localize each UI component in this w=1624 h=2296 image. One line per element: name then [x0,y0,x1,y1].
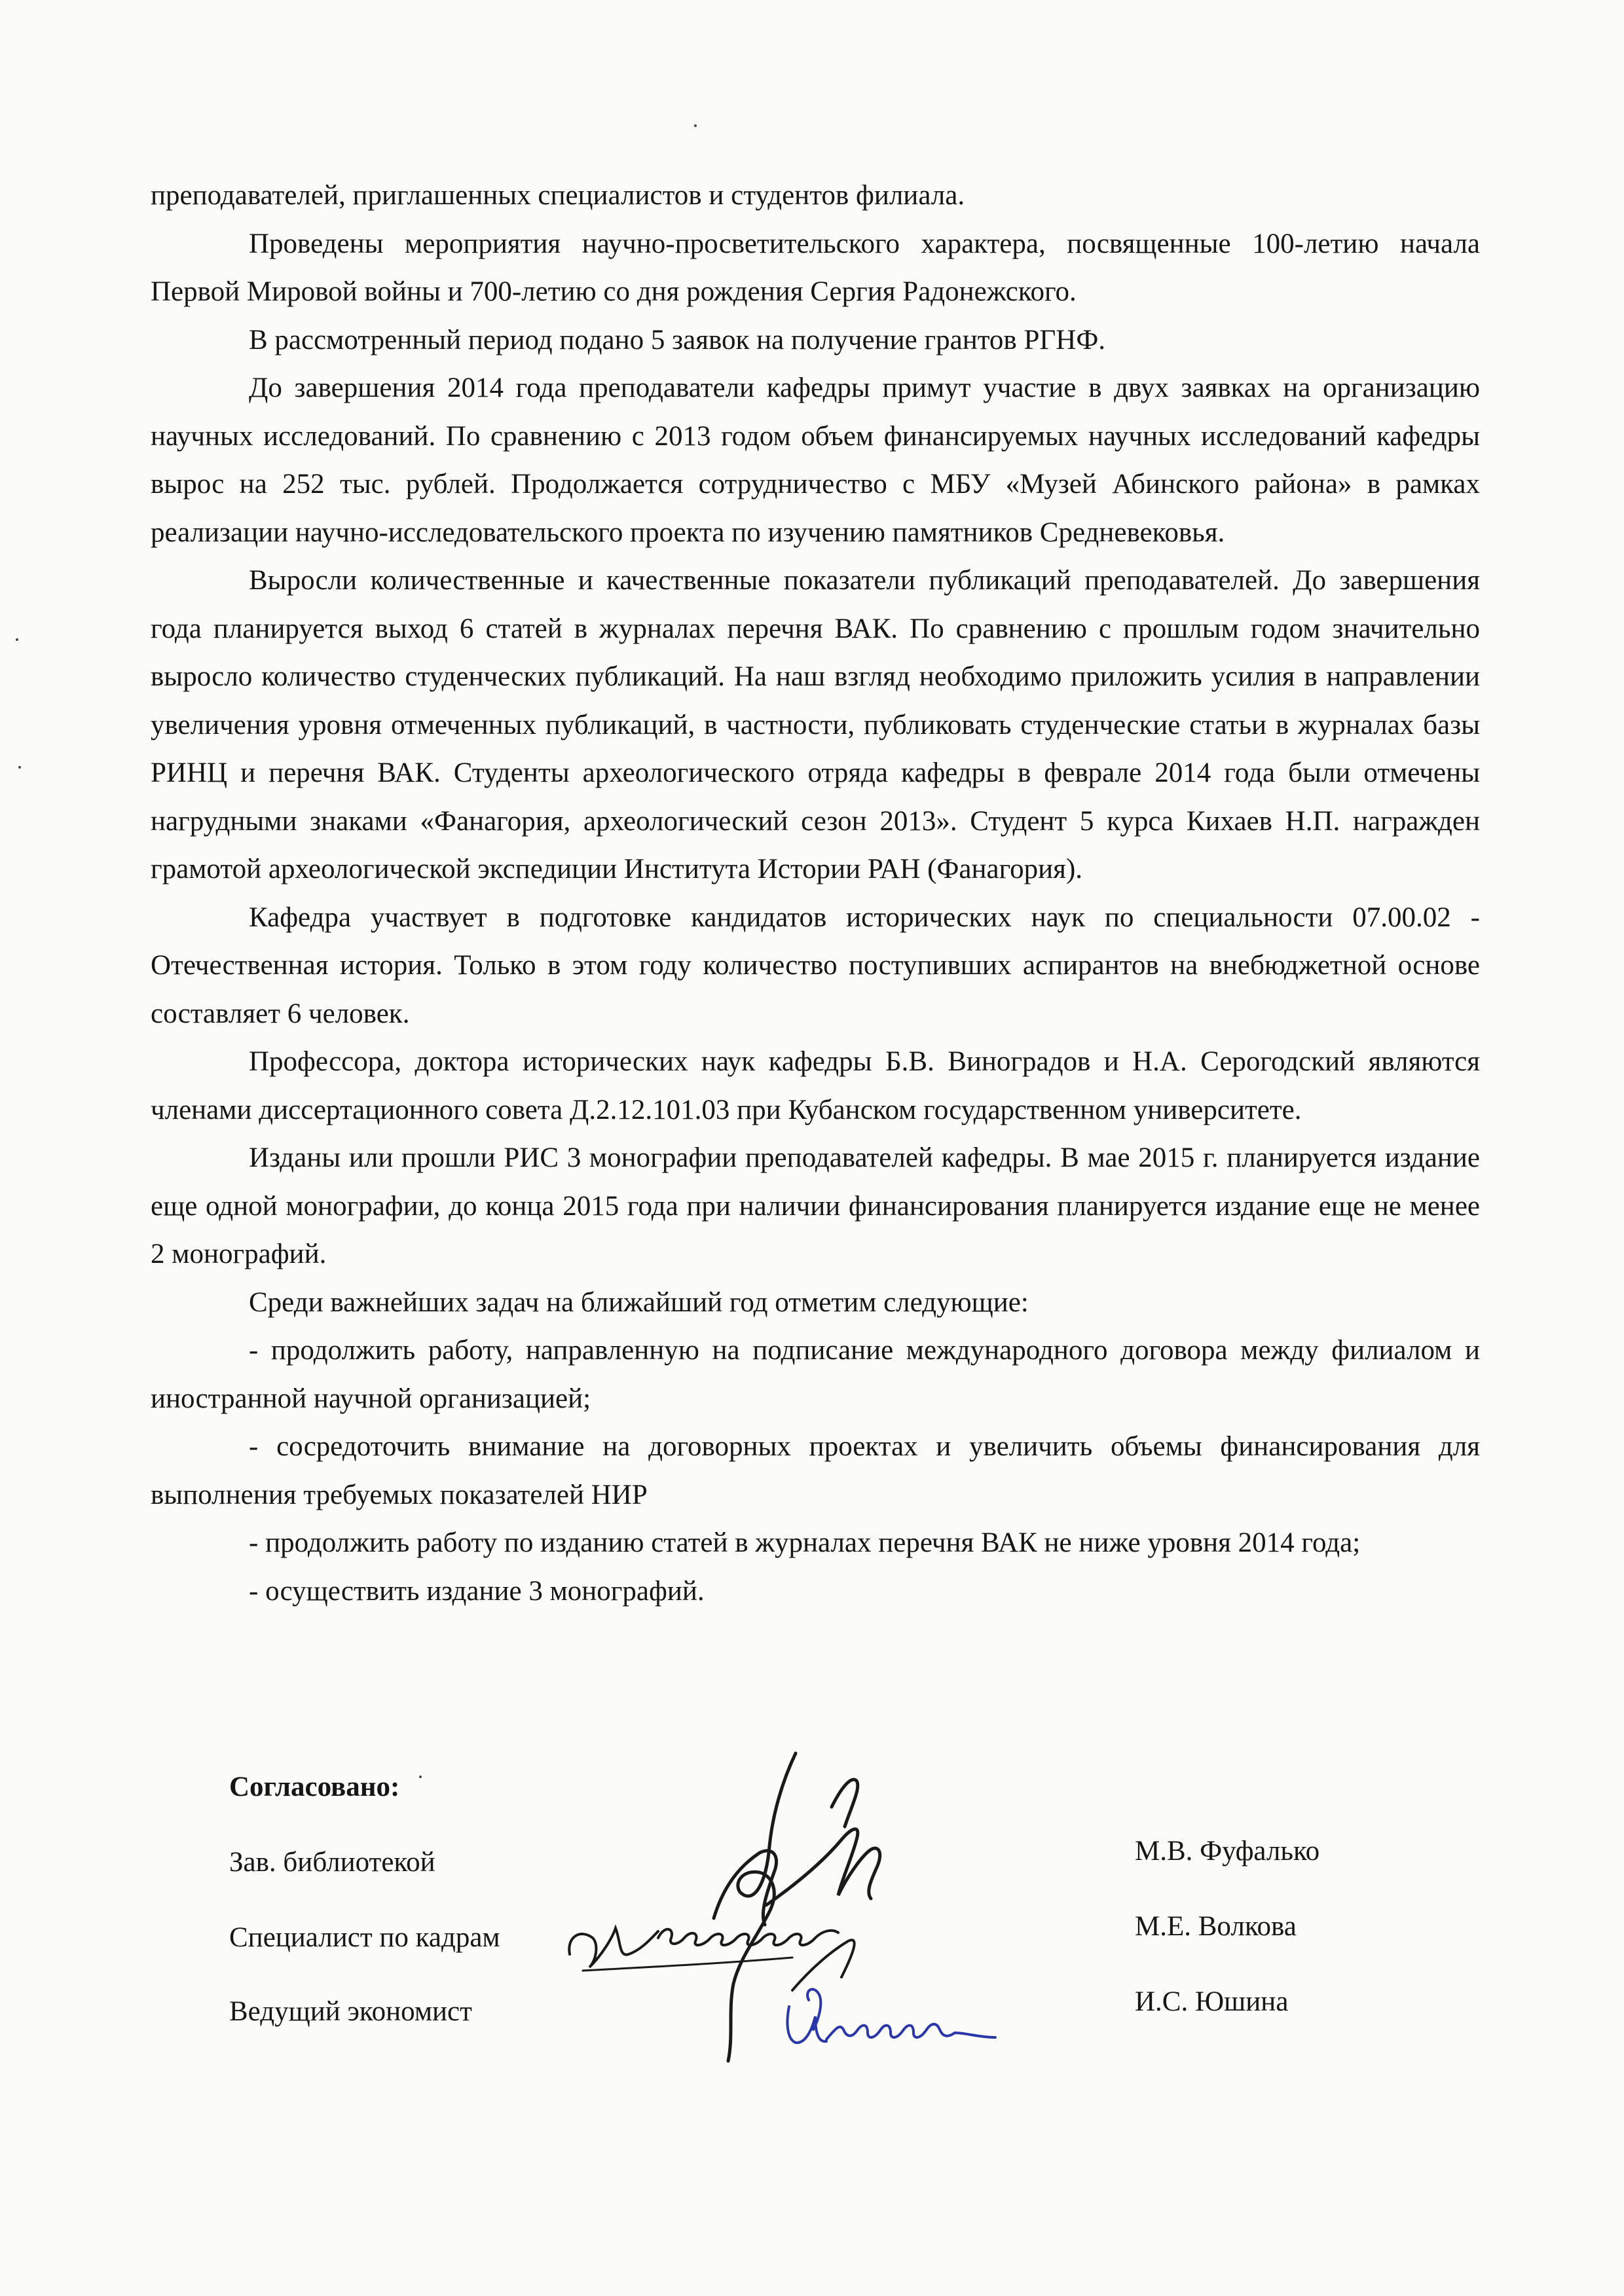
list-item: - продолжить работу, направленную на подписание международного договора между филиалом и иностранной научной организацией; [151,1335,1480,1414]
signature-stroke [569,1928,658,1967]
signature-stroke [826,2024,995,2039]
list-item: - осуществить издание 3 монографий. [249,1575,705,1607]
scan-speck [18,766,21,769]
signatory-name: М.Е. Волкова [1135,1911,1297,1942]
signature-stroke [658,1929,838,1945]
scan-speck [419,1776,422,1778]
paragraph: Кафедра участвует в подготовке кандидатов исторических наук по специальности 07.00.02 - Отечественная история. Только в этом году количество поступивших аспирантов на внебюджетной основе составляет 6 человек. [151,902,1480,1029]
paragraph: Выросли количественные и качественные показатели публикаций преподавателей. До завершения года планируется выход 6 статей в журналах перечня ВАК. По сравнению с прошлым годом значительно выросло количество студенческих публикаций. На наш взгляд необходимо приложить усилия в направлении увеличения уровня отмеченных публикаций, в частности, публиковать студенческие статьи в журналах базы РИНЦ и перечня ВАК. Студенты археологического отряда кафедры в феврале 2014 года были отмечены нагрудными знаками «Фанагория, археологический сезон 2013». Студент 5 курса Кихаев Н.П. награжден грамотой археологической экспедиции Института Истории РАН (Фанагория). [151,565,1480,884]
scan-speck [16,638,18,641]
signature-stroke [583,1958,792,1971]
paragraph: В рассмотренный период подано 5 заявок на получение грантов РГНФ. [249,324,1106,355]
paragraph: Проведены мероприятия научно-просветительского характера, посвященные 100-летию начала Первой Мировой войны и 700-летию со дня рождения Сергия Радонежского. [151,228,1480,307]
signatory-role: Зав. библиотекой [229,1847,435,1878]
signature-stroke [792,1940,855,1990]
paragraph: преподавателей, приглашенных специалистов и студентов филиала. [151,180,965,211]
paragraph: До завершения 2014 года преподаватели кафедры примут участие в двух заявках на организацию научных исследований. По сравнению с 2013 годом объем финансируемых научных исследований кафедры вырос на 252 тыс. рублей. Продолжается сотрудничество с МБУ «Музей Абинского района» в рамках реализации научно-исследовательского проекта по изучению памятников Средневековья. [151,373,1480,548]
signature-stroke [832,1779,858,1827]
scan-speck [694,124,697,127]
paragraph: Профессора, доктора исторических наук кафедры Б.В. Виноградов и Н.А. Серогодский являются членами диссертационного совета Д.2.12.101.03 при Кубанском государственном университете. [151,1046,1480,1125]
signatory-name: И.С. Юшина [1135,1986,1289,2017]
list-item: - продолжить работу по изданию статей в журналах перечня ВАК не ниже уровня 2014 года; [249,1527,1361,1558]
approval-heading: Согласовано: [229,1772,400,1802]
signature-stroke [766,1829,880,1905]
signatory-role: Специалист по кадрам [229,1922,500,1953]
signatory-name: М.В. Фуфалько [1135,1836,1320,1867]
paragraph: Изданы или прошли РИС 3 монографии преподавателей кафедры. В мае 2015 г. планируется издание еще одной монографии, до конца 2015 года при наличии финансирования планируется издание еще не менее 2 монографий. [151,1142,1480,1269]
handwritten-signatures [544,1741,1015,2082]
signatory-role: Ведущий экономист [229,1996,472,2027]
list-item: - сосредоточить внимание на договорных проектах и увеличить объемы финансирования для выполнения требуемых показателей НИР [151,1431,1480,1510]
paragraph: Среди важнейших задач на ближайший год отметим следующие: [249,1286,1029,1318]
signature-stroke [728,1753,796,2061]
